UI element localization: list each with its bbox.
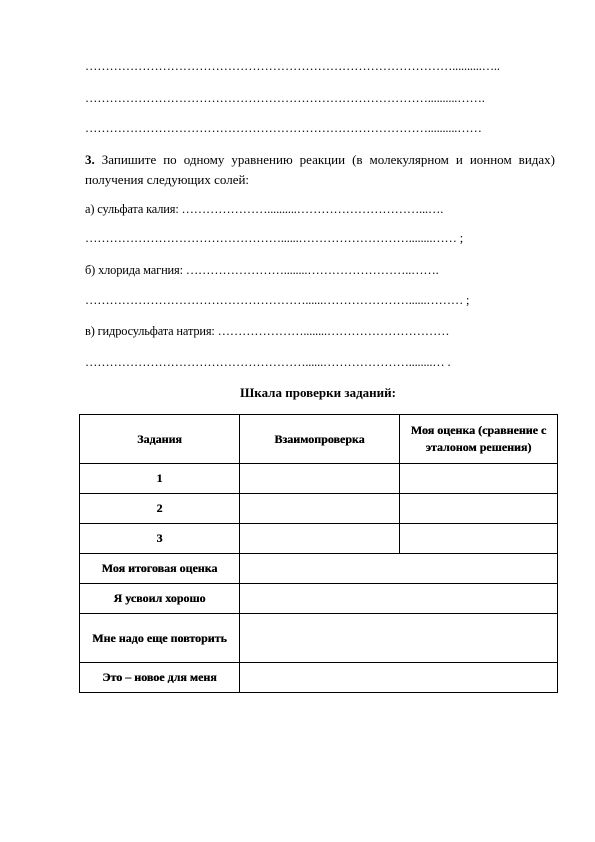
item-b-answer-line: ………………………………………………......…………………......……… ; xyxy=(85,293,470,307)
task-3-instruction xyxy=(85,150,555,190)
table-row xyxy=(80,584,558,614)
summary-value-cell[interactable] xyxy=(240,614,558,663)
answer-line-2: …………………………………………………………………………..........……. xyxy=(85,91,485,105)
task-number-cell: 2 xyxy=(80,494,240,524)
self-assessment-cell[interactable] xyxy=(400,524,558,554)
table-row xyxy=(80,614,558,663)
answer-line-3: …………………………………………………………………………..........…… xyxy=(85,121,482,135)
item-a-answer-line: …………………………………………......………………………........…… ; xyxy=(85,231,464,245)
summary-value-cell[interactable] xyxy=(240,584,558,614)
peer-review-cell[interactable] xyxy=(240,494,400,524)
self-assessment-cell[interactable] xyxy=(400,494,558,524)
table-row xyxy=(80,554,558,584)
header-tasks: Задания xyxy=(80,415,240,464)
table-header-row xyxy=(80,415,558,464)
table-row xyxy=(80,524,558,554)
summary-label-cell: Мне надо еще повторить xyxy=(80,614,240,663)
item-c-answer-line: ………………………………………………......…………………........… . xyxy=(85,355,451,369)
table-row xyxy=(80,464,558,494)
table-row xyxy=(80,663,558,693)
item-b-label: б) хлорида магния: ……………………........……………………..……. xyxy=(85,263,439,277)
task-number-cell: 3 xyxy=(80,524,240,554)
item-c-label: в) гидросульфата натрия: …………………........………………………… xyxy=(85,324,450,338)
answer-line-1: ………………………………………………………………………………..........….. xyxy=(85,59,500,73)
item-a-label: а) сульфата калия: …………………..........…………………………...…. xyxy=(85,202,444,216)
scale-title: Шкала проверки заданий: xyxy=(240,385,396,400)
header-self-assessment: Моя оценка (сравнение с эталоном решения) xyxy=(400,415,558,464)
header-peer-review: Взаимопроверка xyxy=(240,415,400,464)
summary-value-cell[interactable] xyxy=(240,554,558,584)
summary-value-cell[interactable] xyxy=(240,663,558,693)
self-assessment-cell[interactable] xyxy=(400,464,558,494)
grading-table xyxy=(79,414,558,693)
task-text: Запишите по одному уравнению реакции (в молекулярном и ионном видах) получения следующих солей: xyxy=(85,152,555,187)
peer-review-cell[interactable] xyxy=(240,464,400,494)
summary-label-cell: Моя итоговая оценка xyxy=(80,554,240,584)
summary-label-cell: Я усвоил хорошо xyxy=(80,584,240,614)
peer-review-cell[interactable] xyxy=(240,524,400,554)
summary-label-cell: Это – новое для меня xyxy=(80,663,240,693)
table-row xyxy=(80,494,558,524)
task-number-cell: 1 xyxy=(80,464,240,494)
task-number: 3. xyxy=(85,152,95,167)
